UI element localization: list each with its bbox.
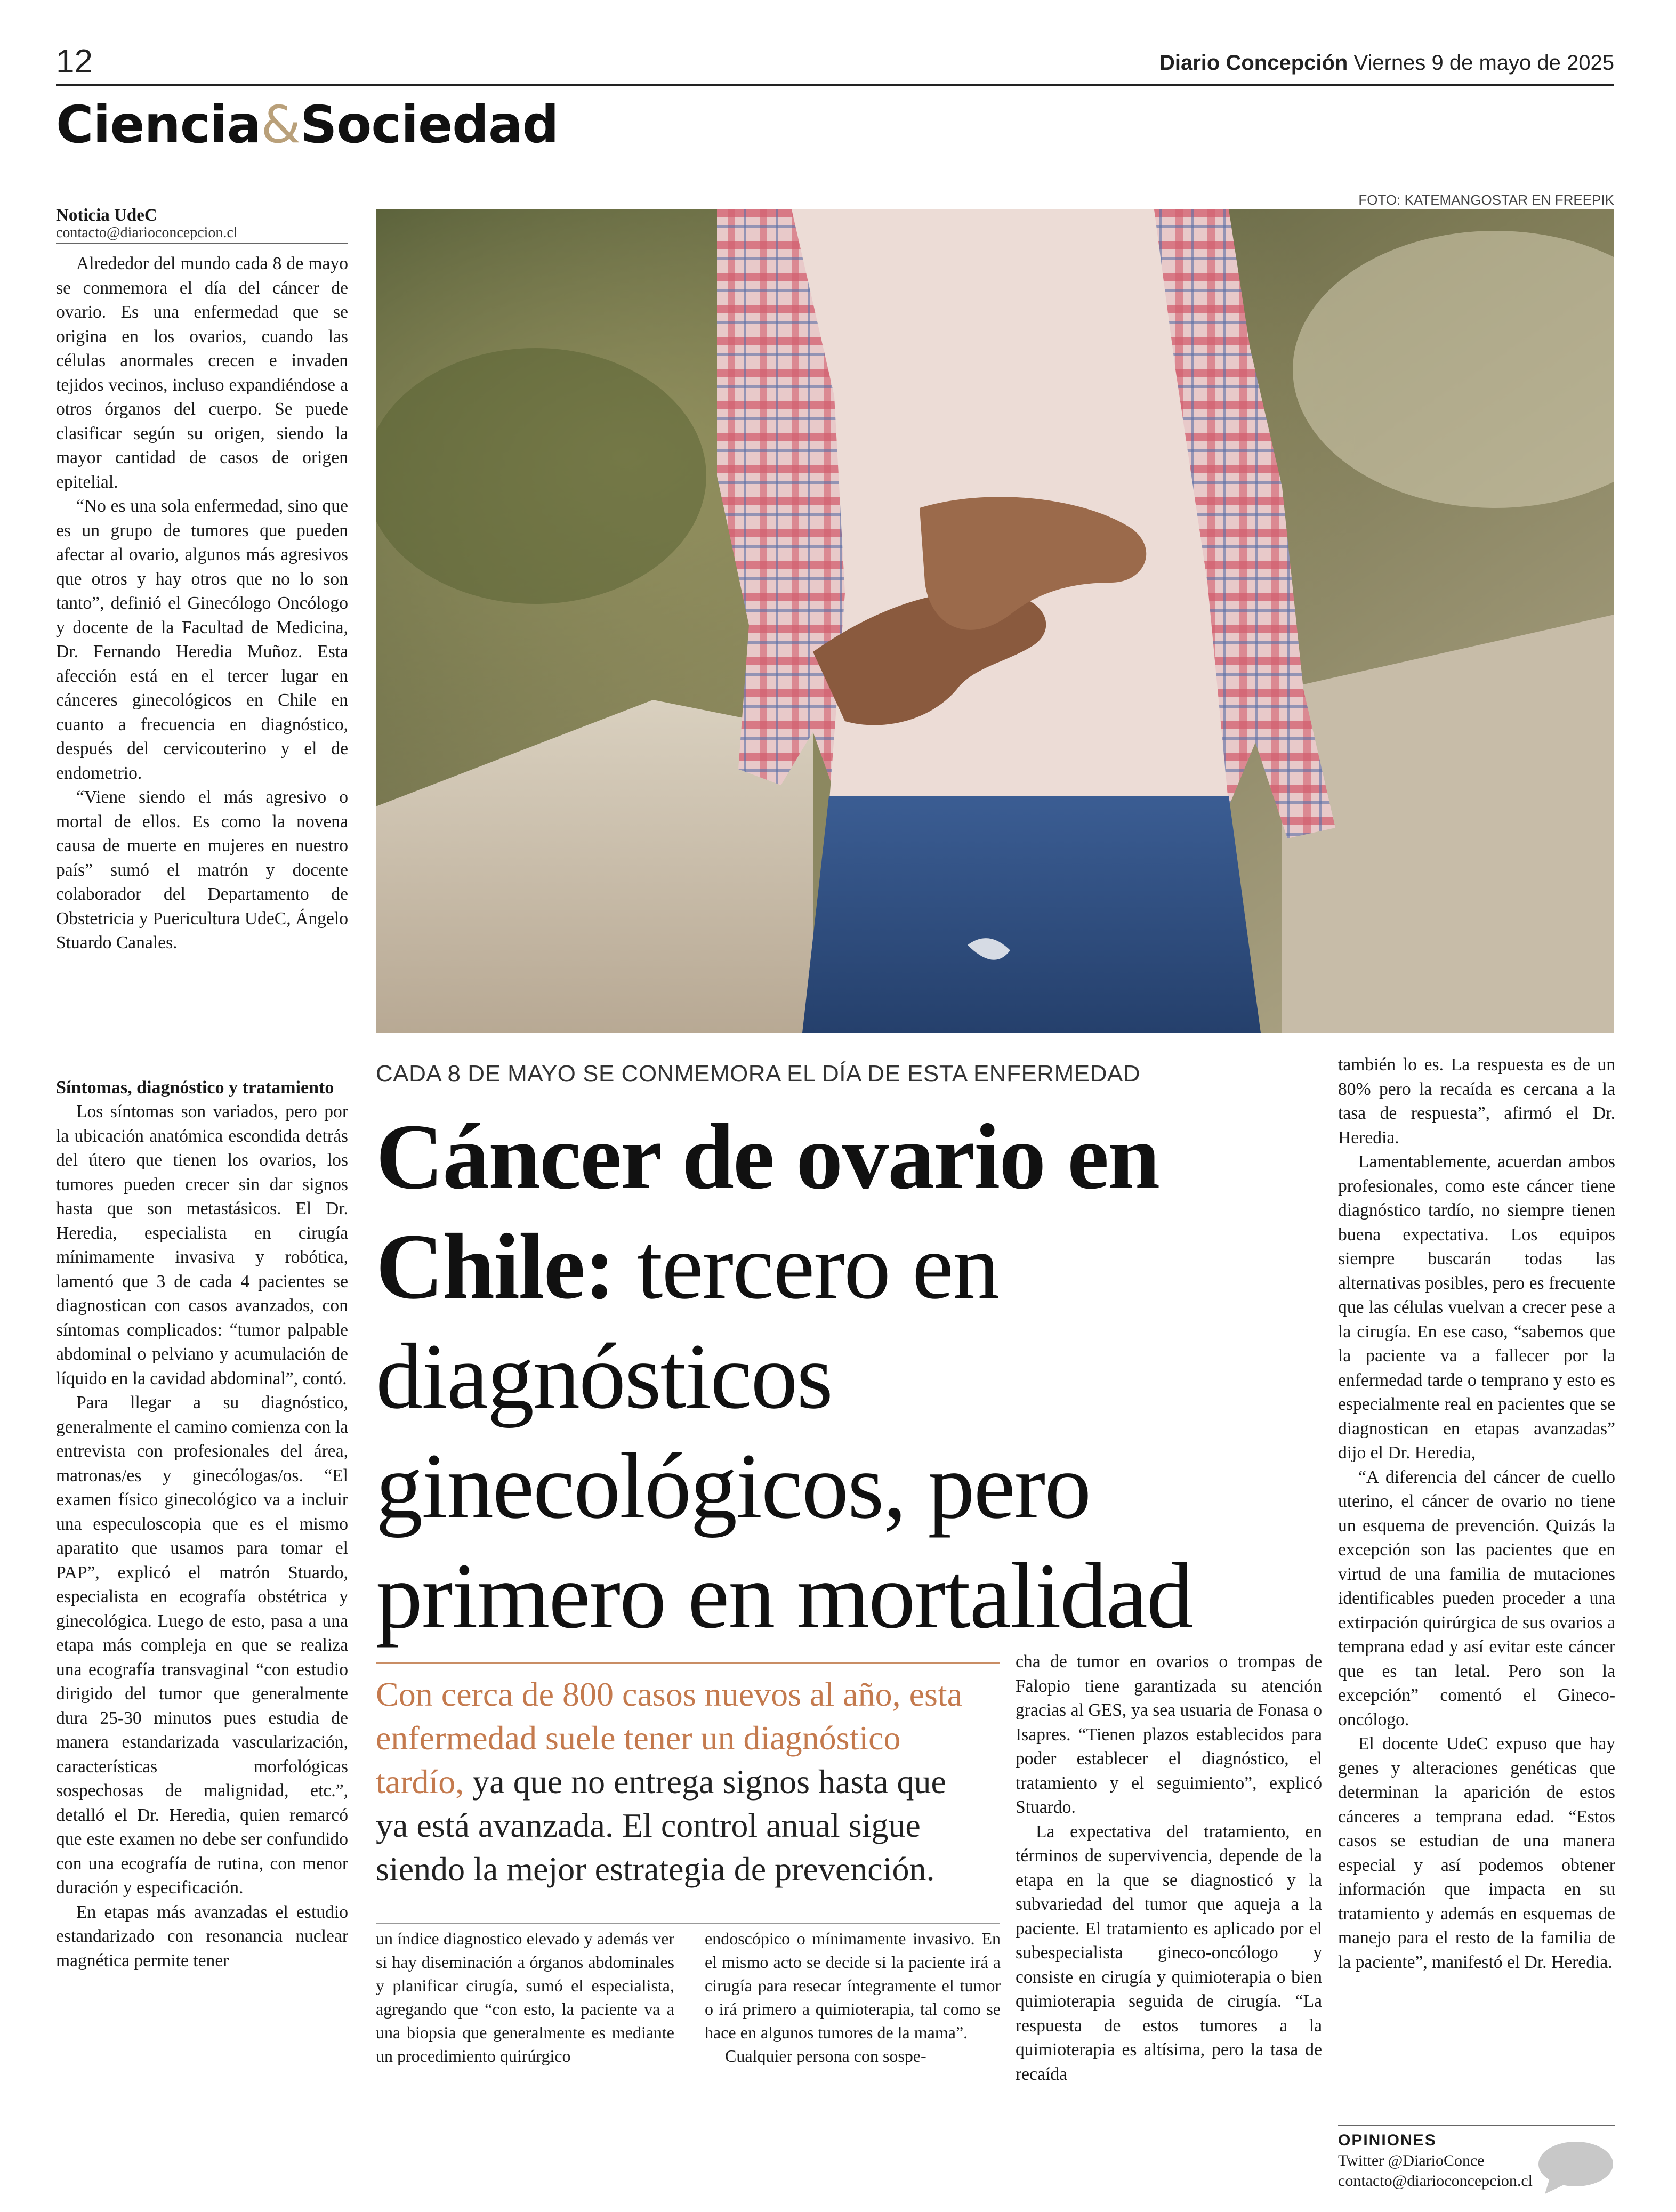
header-rule (56, 84, 1614, 86)
byline-email[interactable]: contacto@diarioconcepcion.cl (56, 224, 238, 241)
opiniones-title: OPINIONES (1338, 2132, 1437, 2149)
opiniones-rule (1338, 2125, 1615, 2126)
lede (376, 1673, 978, 1891)
paragraph: En etapas más avanzadas el estudio estandarizado con resonancia nuclear magnética permite tener (56, 1902, 348, 1971)
section-ampersand: & (261, 95, 301, 155)
column-rule (376, 1923, 1000, 1924)
kicker: CADA 8 DE MAYO SE CONMEMORA EL DÍA DE ESTA ENFERMEDAD (376, 1061, 1140, 1087)
left-column-section-2 (56, 1076, 348, 1973)
paragraph: Para llegar a su diagnóstico, generalmente el camino comienza con la entrevista con profesionales del área, matronas/es y ginecólogas/os. “El examen físico ginecológico va a incluir una especuloscopia que es el mismo aparatito que usamos para tomar el PAP”, explicó el matrón Stuardo, especialista en ecografía obstétrica y ginecológica. Luego de esto, pasa a una etapa más compleja en que se realiza una ecografía transvaginal “con estudio dirigido del tumor que generalmente dura 25-30 minutos pues estudia de manera estandarizada vascularización, características morfológicas sospechosas de malignidad, etc.”, detalló el Dr. Heredia, quien remarcó que este examen no debe ser confundido con una ecografía de rutina, con menor duración y especificación. (56, 1393, 348, 1898)
section-title (56, 95, 559, 155)
photo-credit: FOTO: KATEMANGOSTAR EN FREEPIK (1358, 192, 1614, 208)
right-column-2 (1338, 1053, 1615, 1974)
lede-rest: ya que no entrega signos hasta que ya está avanzada. El control anual sigue siendo la mejor estrategia de prevención. (376, 1763, 946, 1888)
left-column (56, 252, 348, 955)
headline-bold: Cáncer de ovario en Chile: (376, 1105, 1159, 1319)
byline-name: Noticia UdeC (56, 206, 157, 225)
paragraph: “No es una sola enfermedad, sino que es un grupo de tumores que pueden afectar al ovario, algunos más agresivos que otros y hay otros que no lo son tanto”, definió el Ginecólogo Oncólogo y docente de la Facultad de Medicina, Dr. Fernando Heredia Muñoz. Esta afección está en el tercer lugar en cánceres ginecológicos en Chile en cuanto a frecuencia en diagnóstico, después del cervicouterino y el de endometrio. (56, 496, 348, 783)
headline-rest: tercero en diagnósticos ginecológicos, pero primero en mortalidad (376, 1215, 1192, 1648)
issue-date: Viernes 9 de mayo de 2025 (1353, 51, 1614, 75)
headline (376, 1102, 1325, 1651)
paragraph: Alrededor del mundo cada 8 de mayo se conmemora el día del cáncer de ovario. Es una enfermedad que se origina en los ovarios, cuando las células anormales crecen e invaden tejidos vecinos, incluso expandiéndose a otros órganos del cuerpo. Se puede clasificar según su origen, siendo la mayor cantidad de casos de origen epitelial. (56, 254, 348, 492)
paragraph: “Viene siendo el más agresivo o mortal de ellos. Es como la novena causa de muerte en mujeres en nuestro país” sumó el matrón y docente colaborador del Departamento de Obstetricia y Puericultura UdeC, Ángelo Stuardo Canales. (56, 787, 348, 952)
opiniones-email[interactable]: contacto@diarioconcepcion.cl (1338, 2172, 1533, 2190)
middle-column-1 (376, 1927, 674, 2068)
right-column-1 (1016, 1650, 1322, 2086)
opiniones-twitter[interactable]: Twitter @DiarioConce (1338, 2152, 1485, 2169)
paragraph: endoscópico o mínimamente invasivo. En el mismo acto se decide si la paciente irá a cirugía para resecar íntegramente el tumor o irá primero a quimioterapia, tal como se hace en algunos tumores de la mama”. (705, 1929, 1001, 2042)
paragraph: Los síntomas son variados, pero por la ubicación anatómica escondida detrás del útero que tienen los ovarios, los tumores pueden crecer sin dar signos hasta que son metastásicos. El Dr. Heredia, especialista en cirugía mínimamente invasiva y robótica, lamentó que 3 de cada 4 pacientes se diagnostican con casos avanzados, con síntomas complicados: “tumor palpable abdominal o pelviano y acumulación de líquido en la cavidad abdominal”, contó. (56, 1102, 348, 1388)
speech-bubble-icon (1534, 2138, 1614, 2194)
paragraph: “A diferencia del cáncer de cuello uterino, el cáncer de ovario no tiene un esquema de prevención. Quizás la excepción son las pacientes que en virtud de una familia de mutaciones identificables pueden proceder a una extirpación quirúrgica de sus ovarios a temprana edad y así evitar este cáncer que es tan letal. Pero son la excepción” comentó el Gineco-oncólogo. (1338, 1467, 1615, 1730)
section-title-right: Sociedad (300, 95, 559, 155)
paragraph: también lo es. La respuesta es de un 80% pero la recaída es cercana a la tasa de respuesta”, afirmó el Dr. Heredia. (1338, 1055, 1615, 1148)
newspaper-name: Diario Concepción (1159, 51, 1348, 75)
paragraph: cha de tumor en ovarios o trompas de Falopio tiene garantizada su atención gracias al GES, ya sea usuaria de Fonasa o Isapres. “Tienen plazos establecidos para poder establecer el diagnóstico, el tratamiento y el seguimiento”, explicó Stuardo. (1016, 1652, 1322, 1817)
article-photo (376, 209, 1614, 1033)
dateline (1159, 51, 1614, 75)
byline-rule (56, 243, 348, 244)
paragraph: un índice diagnostico elevado y además ver si hay diseminación a órganos abdominales y planificar cirugía, sumó el especialista, agregando que “con esto, la paciente va a una biopsia que generalmente es mediante un procedimiento quirúrgico (376, 1929, 674, 2065)
subhead: Síntomas, diagnóstico y tratamiento (56, 1078, 334, 1097)
middle-column-2 (705, 1927, 1001, 2068)
byline (56, 206, 348, 241)
section-title-left: Ciencia (56, 95, 261, 155)
lede-accent: Con cerca de 800 casos nuevos al año, esta enfermedad suele tener un diagnóstico tardío, (376, 1675, 963, 1801)
lede-rule (376, 1662, 1000, 1664)
paragraph: La expectativa del tratamiento, en términos de supervivencia, depende de la etapa en la que se diagnosticó y la subvariedad del tumor que aqueja a la paciente. El tratamiento es aplicado por el subespecialista gineco-oncólogo y consiste en cirugía y quimioterapia o bien quimioterapia seguida de cirugía. “La respuesta de estos tumores a la quimioterapia es altísima, pero la tasa de recaída (1016, 1821, 1322, 2084)
page-number: 12 (56, 43, 93, 80)
paragraph: Lamentablemente, acuerdan ambos profesionales, como este cáncer tiene diagnóstico tardío, no siempre tienen buena expectativa. Los equipos siempre buscarán todas las alternativas posibles, pero es frecuente que las células vuelvan a crecer pese a la cirugía. En ese caso, “sabemos que la paciente va a fallecer por la enfermedad tarde o temprano y esto es especialmente real en pacientes que se diagnostican en etapas avanzadas” dijo el Dr. Heredia, (1338, 1152, 1615, 1463)
paragraph: El docente UdeC expuso que hay genes y alteraciones genéticas que determinan la aparición de estos cánceres a temprana edad. “Estos casos se estudian de una manera especial y así podemos obtener información que impacta en su tratamiento y además en esquemas de manejo para el resto de la familia de la paciente”, manifestó el Dr. Heredia. (1338, 1734, 1615, 1972)
paragraph: Cualquier persona con sospe- (725, 2046, 926, 2065)
